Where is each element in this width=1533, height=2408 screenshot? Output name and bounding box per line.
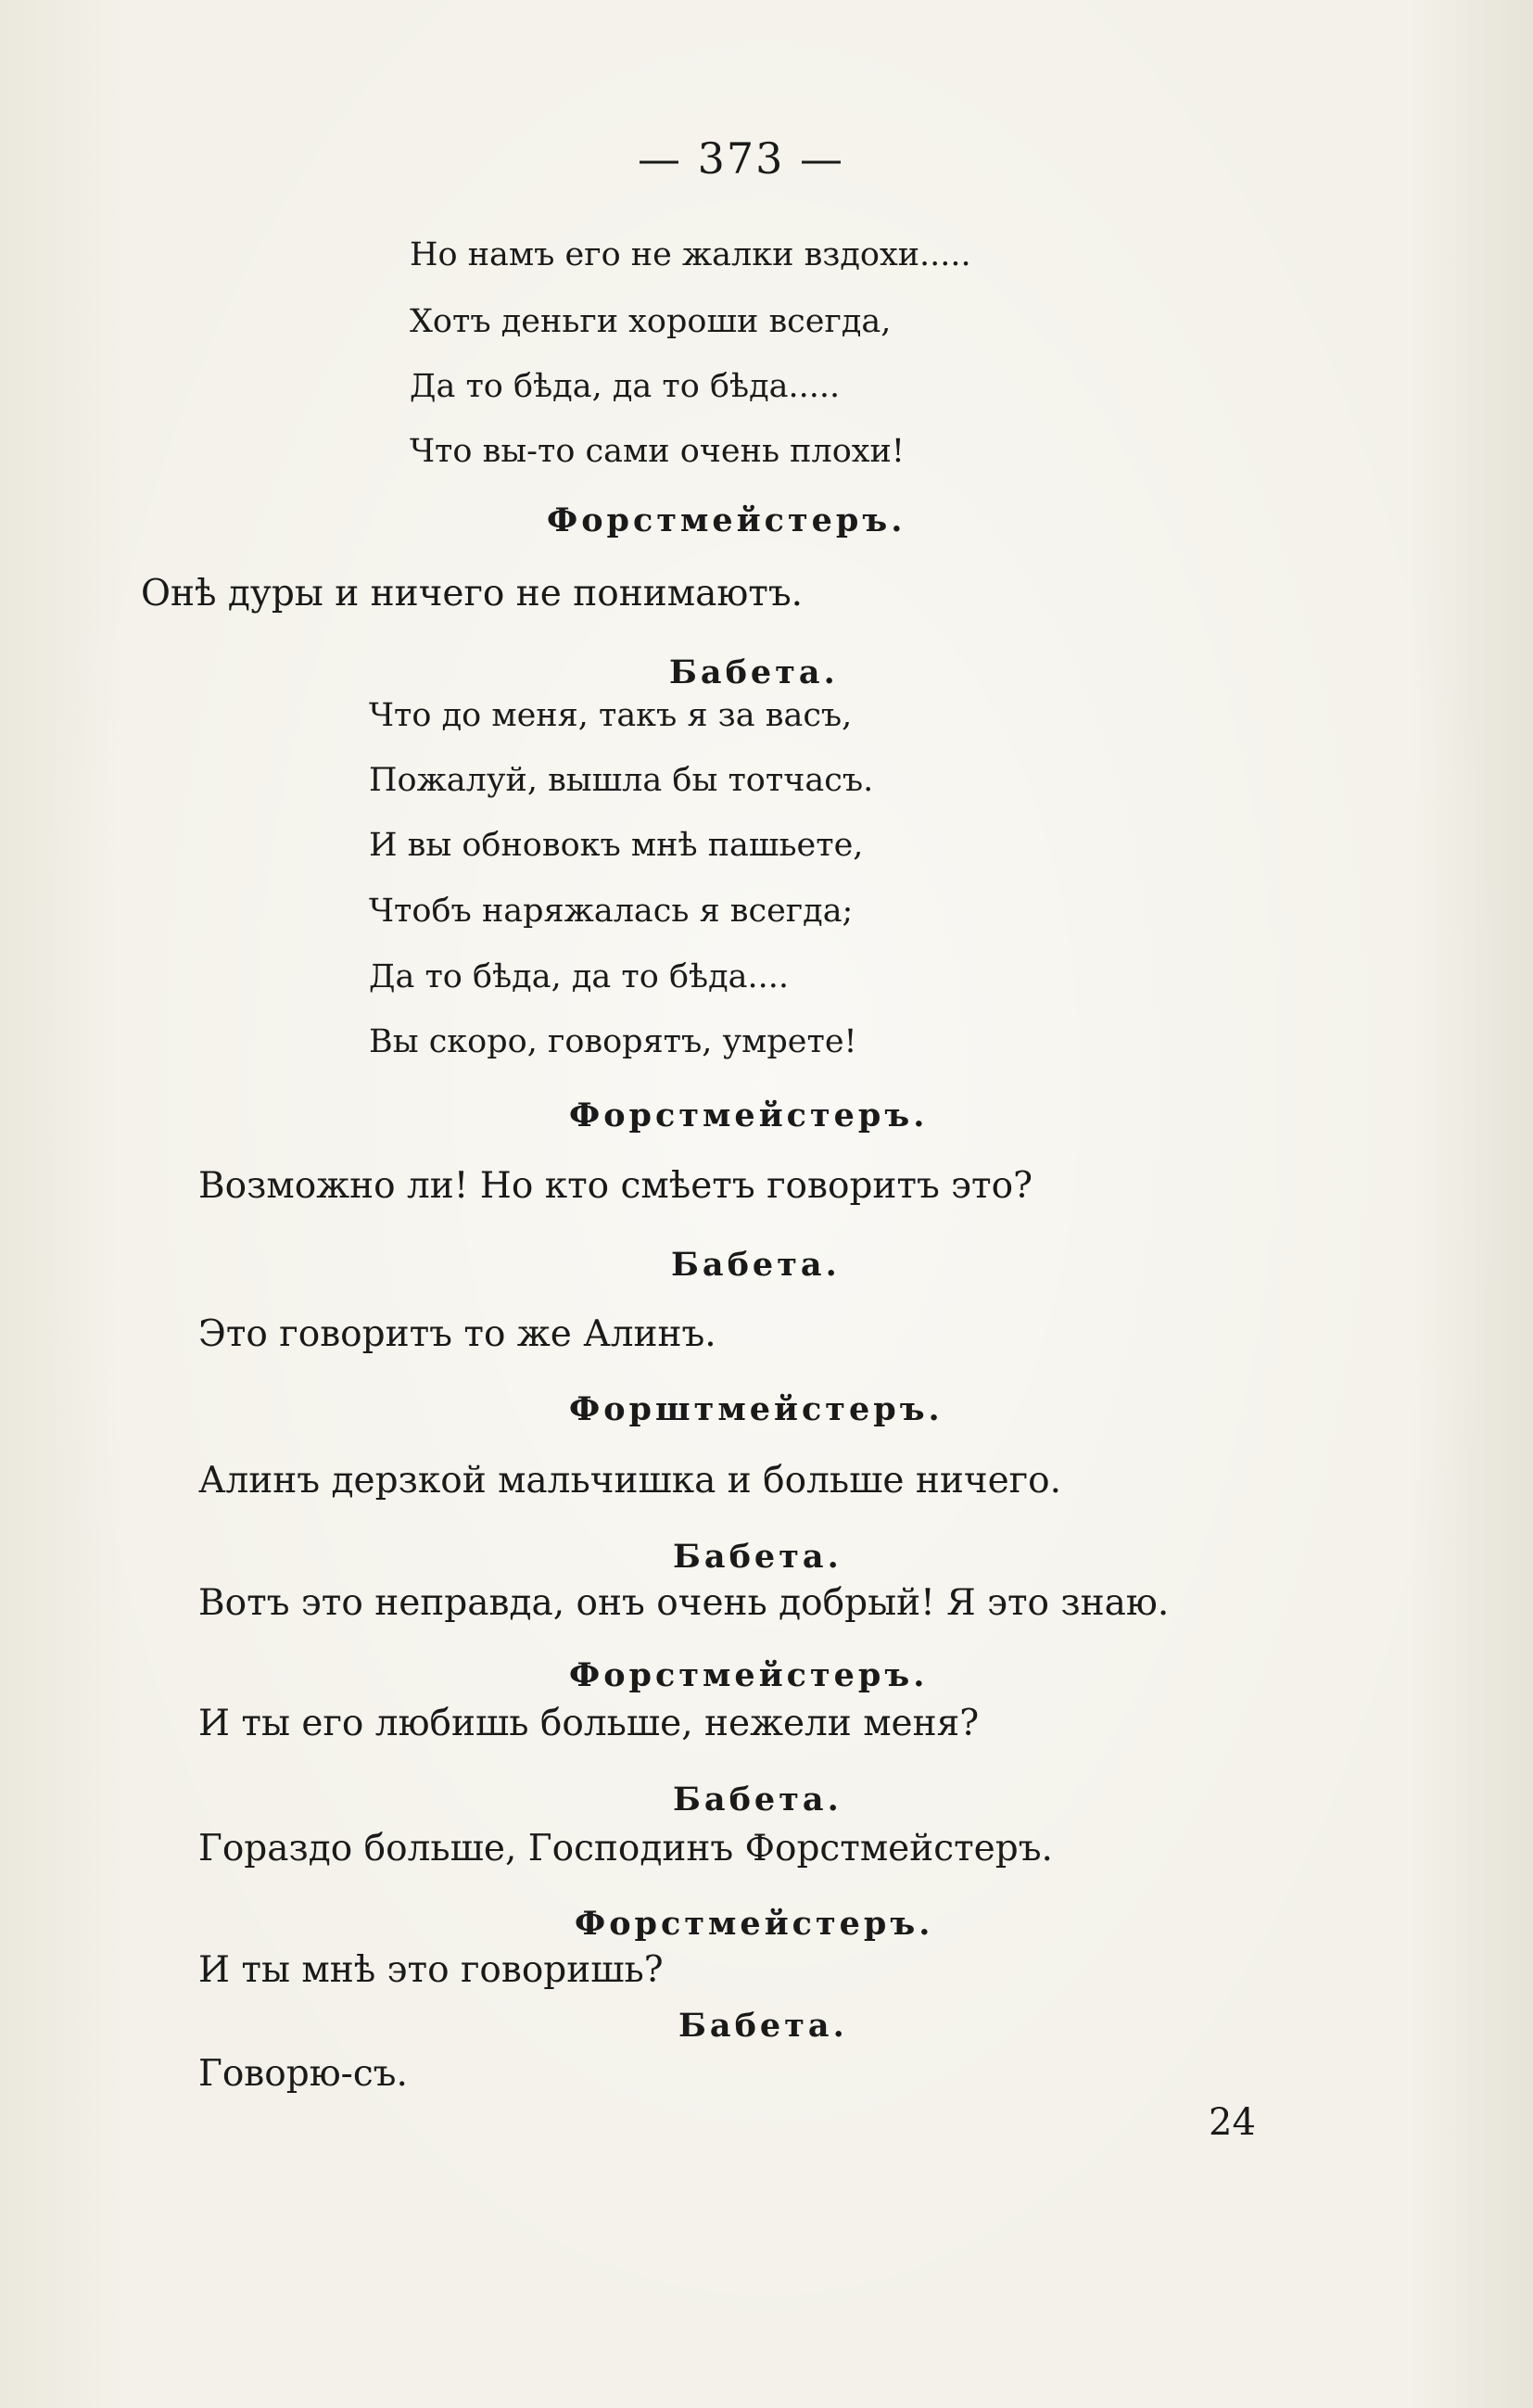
- signature-mark: 24: [1209, 2101, 1256, 2144]
- verse-line: Что вы-то сами очень плохи!: [410, 433, 905, 470]
- page-number: — 373 —: [638, 133, 845, 184]
- dialogue-line: И ты мнѣ это говоришь?: [198, 1949, 664, 1991]
- verse-line: Что до меня, такъ я за васъ,: [369, 697, 853, 734]
- dialogue-line: И ты его любишь больше, нежели меня?: [198, 1703, 980, 1744]
- verse-line: Да то бѣда, да то бѣда.....: [410, 368, 841, 405]
- verse-line: И вы обновокъ мнѣ пашьете,: [369, 827, 864, 864]
- dialogue-line: Это говоритъ то же Алинъ.: [198, 1313, 716, 1355]
- verse-line: Хотъ деньги хороши всегда,: [410, 303, 892, 340]
- dialogue-line: Говорю-съ.: [198, 2053, 408, 2095]
- dialogue-line: Вотъ это неправда, онъ очень добрый! Я это знаю.: [198, 1582, 1170, 1624]
- speaker-heading: Бабета.: [673, 1781, 843, 1819]
- speaker-heading: Бабета.: [671, 1246, 841, 1284]
- dialogue-line: Гораздо больше, Господинъ Форстмейстеръ.: [198, 1828, 1053, 1869]
- speaker-heading: Форстмейстеръ.: [547, 501, 906, 539]
- verse-line: Чтобъ наряжалась я всегда;: [369, 893, 854, 930]
- speaker-heading: Форстмейстеръ.: [569, 1096, 929, 1134]
- speaker-heading: Бабета.: [669, 653, 839, 691]
- dialogue-line: Онѣ дуры и ничего не понимаютъ.: [141, 573, 804, 615]
- verse-line: Вы скоро, говорятъ, умрете!: [369, 1023, 857, 1060]
- dialogue-line: Возможно ли! Но кто смѣетъ говоритъ это?: [198, 1165, 1033, 1207]
- speaker-heading: Бабета.: [673, 1538, 843, 1576]
- verse-line: Да то бѣда, да то бѣда....: [369, 958, 790, 995]
- verse-line: Но намъ его не жалки вздохи.....: [410, 236, 971, 273]
- dialogue-line: Алинъ дерзкой мальчишка и больше ничего.: [198, 1460, 1061, 1502]
- verse-line: Пожалуй, вышла бы тотчасъ.: [369, 762, 874, 799]
- speaker-heading: Форстмейстеръ.: [569, 1656, 929, 1694]
- speaker-heading: Форштмейстеръ.: [569, 1390, 944, 1428]
- speaker-heading: Форстмейстеръ.: [575, 1905, 934, 1943]
- speaker-heading: Бабета.: [678, 2007, 848, 2045]
